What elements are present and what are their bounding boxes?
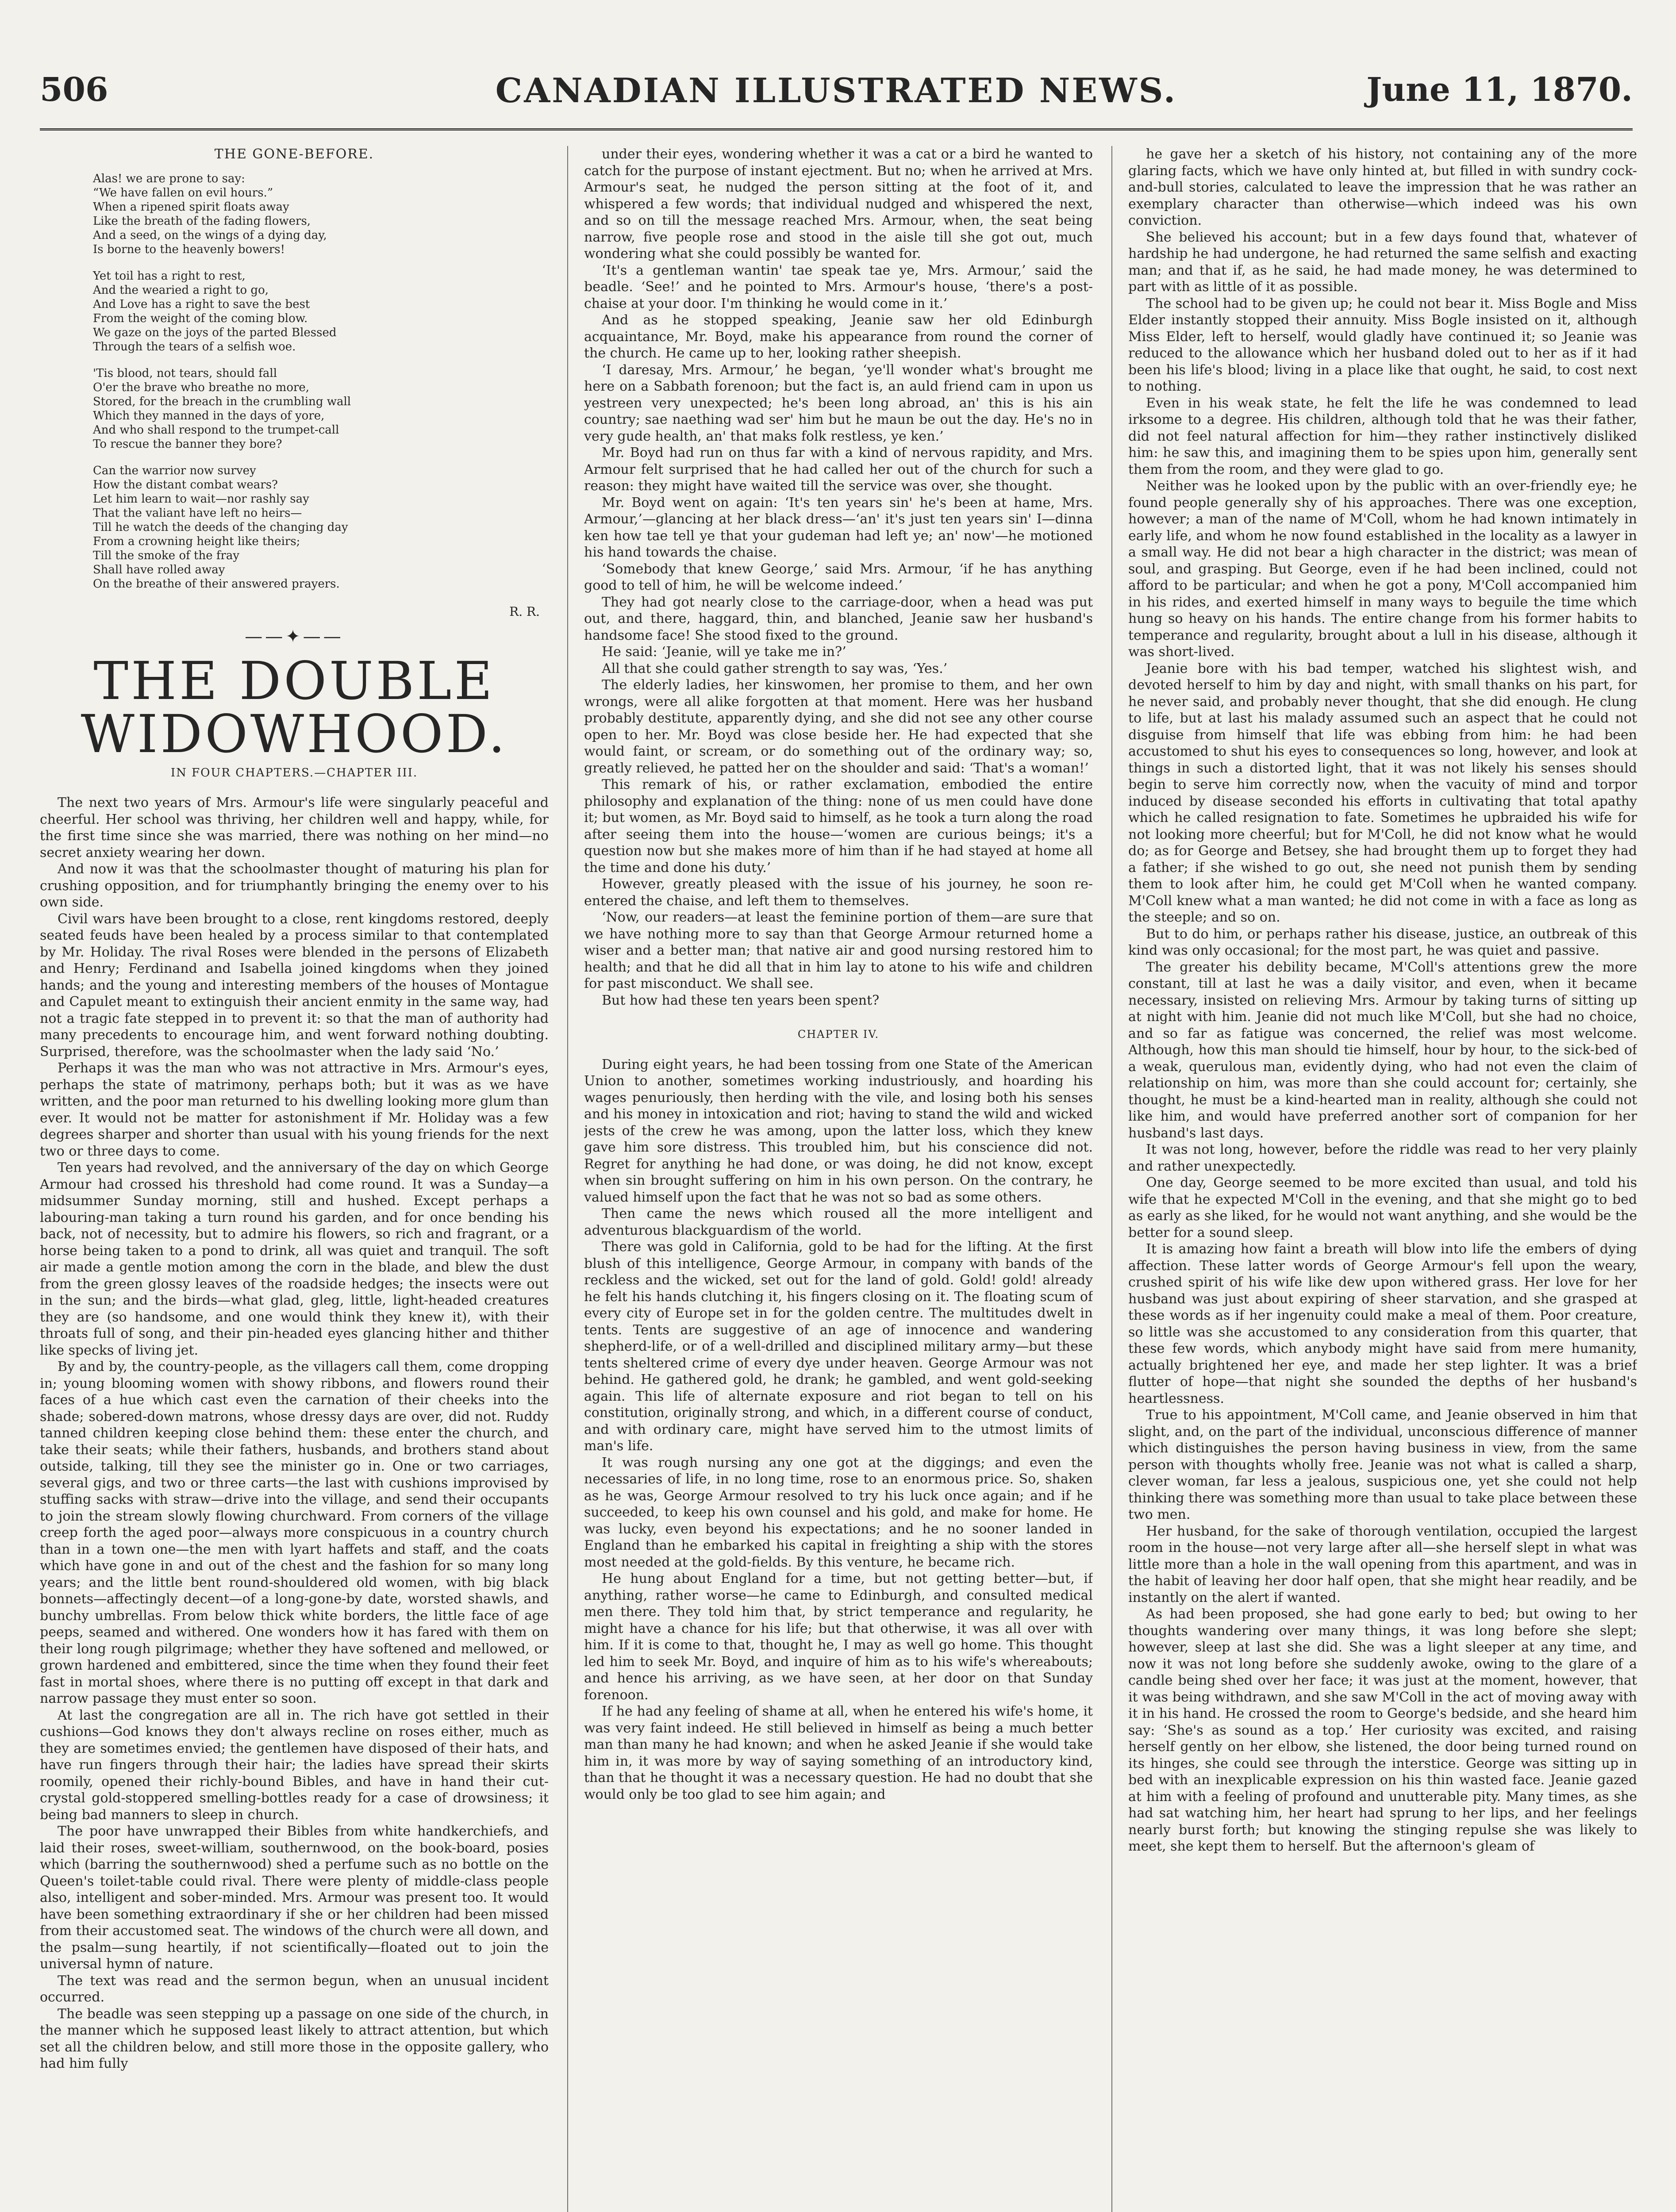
paragraph: During eight years, he had been tossing from one State of the American Union to another, sometimes working industriously, and hoarding his wages penuriously, then herding with the vile, and losing both his senses and his money in intoxication and riot; having to stand the wild and wicked jests of the crew he was among, upon the latter loss, which they knew gave him sore distress. This troubled him, but his conscience did not. Regret for anything he had done, or was doing, he did not know, except when sin brought suffering on him in his own person. On the contrary, he valued himself upon the fact that he was not so bad as some others. — [584, 1056, 1093, 1205]
poem-line: Stored, for the breach in the crumbling wall — [93, 395, 351, 408]
column-3-text — [1128, 146, 1637, 1855]
poem-stanza — [93, 464, 549, 591]
story-subtitle: IN FOUR CHAPTERS.—CHAPTER III. — [170, 766, 418, 780]
paragraph: She believed his account; but in a few days found that, whatever of hardship he had undergone, he had returned the same selfish and exacting man; and that if, as he said, he had made money, he was determined to part with as little of it as possible. — [1128, 229, 1637, 295]
paragraph: As had been proposed, she had gone early to bed; but owing to her thoughts wandering over many things, it was long before she slept; however, sleep at last she did. She was a light sleeper at any time, and now it was not long before she suddenly awoke, owing to the glare of a candle being shed over her face; it was just at the moment, however, that it was being withdrawn, and she saw M'Coll in the act of moving away with it in his hand. He crossed the room to George's bedside, and she heard him say: ‘She's as sound as a top.’ Her curiosity was excited, and raising herself gently on her elbow, she listened, the door being turned round on its hinges, she could see through the interstice. George was sitting up in bed with an inexplicable expression on his thin wasted face. Jeanie gazed at him with a feeling of profound and unutterable pity. Many times, as she had sat watching him, her heart had sprung to her lips, and her feelings nearly burst forth; but knowing the stinging repulse she was likely to meet, she kept them to herself. But the afternoon's gleam of — [1128, 1606, 1637, 1854]
poem-line: 'Tis blood, not tears, should fall — [93, 366, 277, 380]
poem-line: From the weight of the coming blow. — [93, 311, 308, 325]
paragraph: Her husband, for the sake of thorough ventilation, occupied the largest room in the house—not very large after all—she herself slept in what was little more than a hole in the wall opening from this apartment, and was in the habit of leaving her door half open, that she might hear readily, and be instantly on the alert if wanted. — [1128, 1523, 1637, 1605]
paragraph: It is amazing how faint a breath will blow into life the embers of dying affection. These latter words of George Armour's fell upon the weary, crushed spirit of his wife like dew upon withered grass. Her love for her husband was just about expiring of sheer starvation, and she grasped at these words as if her ingenuity could make a meal of them. Poor creature, so little was she accustomed to any consideration from this quarter, that these few words, which anybody might have said from mere humanity, actually brightened her eye, and made her step lighter. It was a brief flutter of hope—that night she sounded the depths of her husband's heartlessness. — [1128, 1241, 1637, 1406]
poem-line: From a crowning height like theirs; — [93, 534, 300, 548]
poem-line: And who shall respond to the trumpet-call — [93, 423, 339, 437]
paragraph: The poor have unwrapped their Bibles from white handkerchiefs, and laid their roses, sweet-william, southernwood, on the book-board, posies which (barring the southernwood) shed a perfume such as no bottle on the Queen's toilet-table could rival. There were plenty of middle-class people also, intelligent and sober-minded. Mrs. Armour was present too. It would have been something extraordinary if she or her children had been missed from their accustomed seat. The windows of the church were all down, and the psalm—sung heartily, if not scientifically—floated out to join the universal hymn of nature. — [40, 1824, 549, 1972]
poem-line: Shall have rolled away — [93, 563, 225, 576]
paragraph: He said: ‘Jeanie, will ye take me in?’ — [602, 644, 846, 660]
paragraph: Mr. Boyd had run on thus far with a kind of nervous rapidity, and Mrs. Armour felt surprised that he had called her out of the church for such a reason: they might have waited till the service was over, she thought. — [584, 445, 1093, 494]
poem-line: On the breathe of their answered prayers. — [93, 577, 340, 591]
paragraph: Mr. Boyd went on again: ‘It's ten years sin' he's been at hame, Mrs. Armour,’—glancing at her black dress—‘an' it's just ten years sin' I—dinna ken how tae tell ye that your gudeman had left ye; an' now'—he motioned his hand towards the chaise. — [584, 495, 1093, 560]
paragraph: Jeanie bore with his bad temper, watched his slightest wish, and devoted herself to him by day and night, with small thanks on his part, for he never said, and probably never thought, that she did enough. He clung to life, but at last his malady assumed such an aspect that he could not disguise from himself that life was ebbing from him: he had been accustomed to shut his eyes to consequences so long, however, and look at things in such a distorted light, that it was not likely his senses should begin to serve him correctly now, when the vacuity of mind and torpor induced by disease seconded his efforts in cultivating that total apathy which he called resignation to fate. Sometimes he upbraided his wife for not looking more cheerful; but for M'Coll, he did not know what he would do; as for George and Betsey, she had brought them up to forget they had a father; if she wished to go out, she need not punish them by sending them to look after him, he could get M'Coll when he wanted company. M'Coll knew what a man wanted; he did not come in with a face as long as the steeple; and so on. — [1128, 661, 1637, 925]
poem-line: Yet toil has a right to rest, — [93, 269, 246, 283]
column-2 — [584, 146, 1093, 2212]
paragraph: He hung about England for a time, but not getting better—but, if anything, rather worse—he came to Edinburgh, and consulted medical men there. They told him that, by strict temperance and regularity, he might have a chance for his life; but that otherwise, it was all over with him. If it is come to that, thought he, I may as well go home. This thought led him to seek Mr. Boyd, and inquire of him as to his wife's whereabouts; and hence his arriving, as we have seen, at her door on that Sunday forenoon. — [584, 1571, 1093, 1703]
poem-line: “We have fallen on evil hours.” — [93, 186, 273, 200]
paragraph: ‘I daresay, Mrs. Armour,’ he began, ‘ye'll wonder what's brought me here on a Sabbath forenoon; but the fact is, an auld friend cam in upon us yestreen very unexpected; he's been long abroad, an' this is his ain country; sae naething wad ser' him but he maun be out the day. He's no in very gude health, an' that maks folk restless, ye ken.’ — [584, 362, 1093, 444]
column-1 — [40, 146, 549, 2212]
poem-line: And a seed, on the wings of a dying day, — [93, 228, 327, 242]
column-2-text — [584, 146, 1093, 1009]
paragraph: ‘Now, our readers—at least the feminine portion of them—are sure that we have nothing more to say than that George Armour returned home a wiser and a better man; that native air and good nursing restored him to health; and that he did all that in him lay to atone to his wife and children for past misconduct. We shall see. — [584, 910, 1093, 991]
paragraph: They had got nearly close to the carriage-door, when a head was put out, and there, haggard, thin, and blanched, Jeanie saw her husband's handsome face! She stood fixed to the ground. — [584, 594, 1093, 643]
masthead: CANADIAN ILLUSTRATED NEWS. — [495, 71, 1177, 110]
poem-line: Through the tears of a selfish woe. — [93, 340, 296, 353]
column-rule — [567, 146, 568, 2212]
column-1-text — [40, 795, 549, 2072]
poem-stanza — [93, 366, 549, 451]
paragraph: under their eyes, wondering whether it was a cat or a bird he wanted to catch for the purpose of instant ejectment. But no; when he arrived at Mrs. Armour's seat, he nudged the person sitting at the foot of it, and whispered a few words; that individual nudged and whispered the next, and so on till the message reached Mrs. Armour, when, the seat being narrow, five people rose and stood in the aisle till she got out, much wondering what she could possibly be wanted for. — [584, 146, 1093, 261]
paragraph: But to do him, or perhaps rather his disease, justice, an outbreak of this kind was only occasional; for the most part, he was quiet and passive. — [1128, 926, 1637, 958]
paragraph: Ten years had revolved, and the anniversary of the day on which George Armour had crossed his threshold had come round. It was a Sunday—a midsummer Sunday morning, still and hushed. Except perhaps a labouring-man taking a turn round his garden, and for once bending his back, not of necessity, but to admire his flowers, so rich and fragrant, or a horse being taken to a pond to drink, all was quiet and tranquil. The soft air made a gentle motion among the corn in the blade, and blew the dust from the green glossy leaves of the roadside hedges; the insects were out in the sun; and the birds—what glad, gleg, little, light-headed creatures they are (so handsome, and one would think they knew it), with their throats full of song, and their pin-headed eyes glancing hither and thither like specks of living jet. — [40, 1160, 549, 1358]
poem-line: How the distant combat wears? — [93, 478, 278, 492]
paragraph: This remark of his, or rather exclamation, embodied the entire philosophy and explanation of the thing: none of us men could have done it; but women, as Mr. Boyd said to himself, as he took a turn along the road after seeing them into the house—‘women are curious beings; it's a question now but she makes more of him than if he had stayed at home all the time and done his duty.’ — [584, 777, 1093, 876]
paragraph: ‘It's a gentleman wantin' tae speak tae ye, Mrs. Armour,’ said the beadle. ‘See!’ and he pointed to Mrs. Armour's house, ‘there's a post-chaise at your door. I'm thinking he would come in it.’ — [584, 262, 1093, 311]
paragraph: The beadle was seen stepping up a passage on one side of the church, in the manner which he supposed least likely to attract attention, but which set all the children below, and still more those in the opposite gallery, who had him fully — [40, 2006, 549, 2071]
poem-line: And the wearied a right to go, — [93, 283, 269, 297]
poem-line: And Love has a right to save the best — [93, 297, 310, 311]
paragraph: But how had these ten years been spent? — [602, 992, 880, 1008]
poem-line: Alas! we are prone to say: — [93, 172, 245, 185]
poem-stanza — [93, 269, 549, 354]
issue-date: June 11, 1870. — [1366, 71, 1633, 109]
poem-line: We gaze on the joys of the parted Blessed — [93, 326, 337, 339]
paragraph: Neither was he looked upon by the public with an over-friendly eye; he found people generally shy of his approaches. There was one exception, however; a man of the name of M'Coll, whom he had known intimately in early life, and whom he now found established in the locality as a lawyer in a small way. He did not bear a high character in the district; was mean of soul, and grasping. But George, even if he had been inclined, could not afford to be particular; and when he got a pony, M'Coll accompanied him in his rides, and exerted himself in many ways to beguile the time which hung so heavy on his hands. The entire change from his former habits to temperance and regularity, brought about a lull in his disease, although it was short-lived. — [1128, 478, 1637, 660]
poem-line: Let him learn to wait—nor rashly say — [93, 492, 309, 506]
paragraph: Then came the news which roused all the more intelligent and adventurous blackguardism of the world. — [584, 1206, 1093, 1238]
paragraph: Perhaps it was the man who was not attractive in Mrs. Armour's eyes, perhaps the state of matrimony, perhaps both; but it was as we have written, and the poor man returned to his dwelling looking more glum than ever. It would not be matter for astonishment if Mr. Holiday was a few degrees sharper and shorter than usual with his young friends for the next two or three days to come. — [40, 1060, 549, 1159]
poem-line: Till the smoke of the fray — [93, 549, 240, 562]
paragraph: The greater his debility became, M'Coll's attentions grew the more constant, till at last he was a daily visitor, and even, when it became necessary, insisted on relieving Mrs. Armour by taking turns of sitting up at night with him. Jeanie did not much like M'Coll, but she had no choice, and so far as fatigue was concerned, the relief was most welcome. Although, how this man should tie himself, hour by hour, to the sick-bed of a weak, querulous man, evidently dying, who had not even the claim of relationship on him, was more than she could account for; certainly, she thought, he must be a kind-hearted man in reality, although she could not like him, and would have preferred another sort of companion for her husband's last days. — [1128, 959, 1637, 1141]
poem-title: THE GONE-BEFORE. — [214, 146, 374, 162]
page-header — [40, 66, 1633, 131]
paragraph: he gave her a sketch of his history, not containing any of the more glaring facts, which we have only hinted at, but filled in with sundry cock-and-bull stories, calculated to leave the impression that he was rather an exemplary character than otherwise—which indeed was his own conviction. — [1128, 146, 1637, 228]
column-3 — [1128, 146, 1637, 2212]
paragraph: If he had any feeling of shame at all, when he entered his wife's home, it was very faint indeed. He still believed in himself as being a much better man than many he had known; and when he asked Jeanie if she would take him in, it was more by way of saying something of an introductory kind, than that he thought it was a necessary question. He had no doubt that she would only be too glad to see him again; and — [584, 1704, 1093, 1802]
poem-line: That the valiant have left no heirs— — [93, 506, 302, 520]
poem-line: Can the warrior now survey — [93, 464, 256, 477]
paragraph: It was not long, however, before the riddle was read to her very plainly and rather unexpectedly. — [1128, 1142, 1637, 1174]
poem-line: Till he watch the deeds of the changing day — [93, 520, 348, 534]
poem-line: When a ripened spirit floats away — [93, 200, 289, 214]
paragraph: However, greatly pleased with the issue of his journey, he soon re-entered the chaise, and left them to themselves. — [584, 876, 1093, 909]
poem-signature: R. R. — [509, 604, 540, 619]
page-number: 506 — [40, 71, 108, 109]
paragraph: Civil wars have been brought to a close, rent kingdoms restored, deeply seated feuds have been healed by a process similar to that contemplated by Mr. Holiday. The rival Roses were blended in the persons of Elizabeth and Henry; Ferdinand and Isabella joined kingdoms when they joined hands; and the young and interesting members of the houses of Montague and Capulet meant to extinguish their ancient enmity in the same way, had not a tragic fate stepped in to prevent it: so that the man of authority had many precedents to encourage him, and went forward nothing doubting. Surprised, therefore, was the schoolmaster when the lady said ‘No.’ — [40, 911, 549, 1060]
poem-line: Which they manned in the days of yore, — [93, 409, 325, 422]
paragraph: And now it was that the schoolmaster thought of maturing his plan for crushing opposition, and for triumphantly bringing the enemy over to his own side. — [40, 861, 549, 910]
divider-ornament: ——✦—— — [245, 626, 344, 647]
paragraph: At last the congregation are all in. The rich have got settled in their cushions—God knows they don't always recline on roses either, much as they are sometimes envied; the gentlemen have disposed of their hats, and have run fingers through their hair; the ladies have spread their skirts roomily, opened their richly-bound Bibles, and have in hand their cut-crystal gold-stoppered smelling-bottles ready for a case of drowsiness; it being bad manners to sleep in church. — [40, 1707, 549, 1823]
poem-line: O'er the brave who breathe no more, — [93, 380, 310, 394]
paragraph: And as he stopped speaking, Jeanie saw her old Edinburgh acquaintance, Mr. Boyd, make his appearance from round the corner of the church. He came up to her, looking rather sheepish. — [584, 312, 1093, 361]
chapter-heading: CHAPTER IV. — [797, 1028, 880, 1041]
chapter-4-text — [584, 1056, 1093, 1803]
poem-line: Is borne to the heavenly bowers! — [93, 242, 285, 256]
poem-line: Like the breath of the fading flowers, — [93, 214, 311, 228]
poem-body — [40, 172, 549, 591]
paragraph: One day, George seemed to be more excited than usual, and told his wife that he expected M'Coll in the evening, and that she might go to bed as early as she liked, for he would not want anything, and she would be the better for a sound sleep. — [1128, 1175, 1637, 1240]
paragraph: The next two years of Mrs. Armour's life were singularly peaceful and cheerful. Her school was thriving, her children well and happy, while, for the first time since she was married, there was nothing on her mind—no secret anxiety wearing her down. — [40, 795, 549, 860]
paragraph: The school had to be given up; he could not bear it. Miss Bogle and Miss Elder instantly stopped their annuity. Miss Bogle insisted on it, although Miss Elder, left to herself, would gladly have continued it; so Jeanie was reduced to the allowance which her husband doled out to her as if it had been his life's blood; living in a place like that ought, he said, to cost next to nothing. — [1128, 296, 1637, 394]
poem-stanza — [93, 172, 549, 257]
paragraph: The text was read and the sermon begun, when an unusual incident occurred. — [40, 1973, 549, 2005]
paragraph: All that she could gather strength to say was, ‘Yes.’ — [602, 661, 948, 676]
column-rule — [1111, 146, 1112, 2212]
paragraph: It was rough nursing any one got at the diggings; and even the necessaries of life, in no long time, rose to an enormous price. So, shaken as he was, George Armour resolved to try his luck once again; and if he succeeded, to keep his own counsel and his gold, and make for home. He was lucky, even beyond his expectations; and he no sooner landed in England than he embarked his capital in freighting a ship with the stores most needed at the gold-fields. By this venture, he became rich. — [584, 1455, 1093, 1570]
paragraph: ‘Somebody that knew George,’ said Mrs. Armour, ‘if he has anything good to tell of him, he will be welcome indeed.’ — [584, 561, 1093, 593]
story-title: THE DOUBLE WIDOWHOOD. — [81, 650, 508, 764]
paragraph: By and by, the country-people, as the villagers call them, come dropping in; young blooming women with showy ribbons, and flowers round their faces of a hue which cast even the carnation of their cheeks into the shade; sobered-down matrons, whose dressy days are over, did not. Ruddy tanned children keeping close behind them: these enter the church, and take their seats; while their fathers, husbands, and brothers stand about outside, talking, till they see the minister go in. One or two carriages, several gigs, and two or three carts—the last with cushions improvised by stuffing sacks with straw—drive into the village, and send their occupants to join the stream slowly flowing churchward. From corners of the village creep forth the aged poor—always more conspicuous in a country church than in a town one—the men with lyart haffets and staff, and the coats which have gone in and out of the chest and the fashion for so many long years; and the little bent round-shouldered old women, with big black bonnets—affectingly decent—of a long-gone-by date, worsted shawls, and bunchy umbrellas. From below thick white borders, the little face of age peeps, seamed and withered. One wonders how it has fared with them on their long rough pilgrimage; whether they have softened and mellowed, or grown hardened and embittered, since the time when they found their feet fast in mortal shoes, where there is no putting off except in that dark and narrow passage they must enter so soon. — [40, 1359, 549, 1706]
poem-line: To rescue the banner they bore? — [93, 437, 282, 451]
paragraph: Even in his weak state, he felt the life he was condemned to lead irksome to a degree. His children, although told that he was their father, did not feel natural affection for him—they rather instinctively disliked him: he saw this, and imagining them to be spies upon him, generally sent them from the room, and they were glad to go. — [1128, 395, 1637, 477]
paragraph: The elderly ladies, her kinswomen, her promise to them, and her own wrongs, were all alike forgotten at that moment. Here was her husband probably destitute, apparently dying, and she did not see any other course open to her. Mr. Boyd was close beside her. He had expected that she would faint, or scream, or do something out of the ordinary way; so, greatly relieved, he patted her on the shoulder and said: ‘That's a woman!’ — [584, 677, 1093, 776]
paragraph: True to his appointment, M'Coll came, and Jeanie observed in him that slight, and, on the part of the individual, unconscious difference of manner which distinguishes the person having business in view, from the same person with thoughts wholly free. Jeanie was not what is called a sharp, clever woman, far less a jealous, suspicious one, yet she could not help thinking there was something more than usual to take place between these two men. — [1128, 1407, 1637, 1522]
paragraph: There was gold in California, gold to be had for the lifting. At the first blush of this intelligence, George Armour, in company with bands of the reckless and the wicked, set out for the land of gold. Gold! gold! already he felt his hands clutching it, his fingers closing on it. The floating scum of every city of Europe set in for the golden centre. The multitudes dwelt in tents. Tents are suggestive of an age of innocence and wandering shepherd-life, or of a well-drilled and disciplined military army—but these tents sheltered crime of every dye under heaven. George Armour was not behind. He gathered gold, he drank; he gambled, and went gold-seeking again. This life of alternate exposure and riot began to tell on his constitution, originally strong, and which, in a different course of conduct, and with ordinary care, might have served him to the utmost limits of man's life. — [584, 1239, 1093, 1454]
